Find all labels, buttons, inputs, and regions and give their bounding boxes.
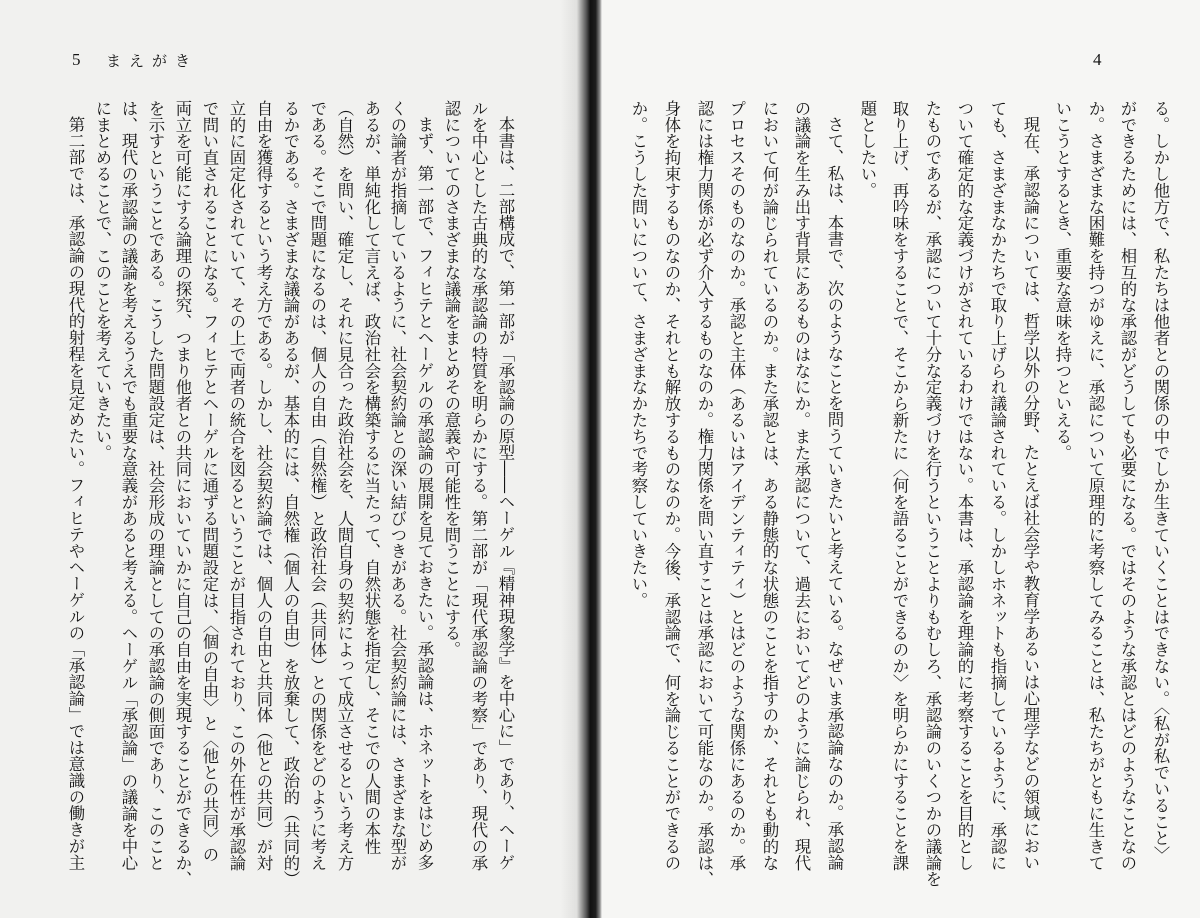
text-line: で問い直されることになる。フィヒテとヘーゲルに通ずる問題設定は、〈個の自由〉と〈他との共同〉の: [200, 100, 219, 863]
text-line: あるが、単純化して言えば、政治社会を構築するに当たって、自然状態を指定し、そこでの人間の本性: [362, 100, 381, 855]
text-line: か。こうした問いについて、さまざまなかたちで考察していきたい。: [629, 100, 648, 609]
text-line: プロセスそのものなのか。承認と主体（あるいはアイデンティティ）とはどのような関係にあるのか。承: [727, 100, 746, 871]
text-line: たものであるが、承認について十分な定義づけを行うということよりもむしろ、承認論のいくつかの議論を: [923, 100, 942, 888]
text-line: 第二部では、承認論の現代的射程を見定めたい。フィヒテやヘーゲルの「承認論」では意識の働きが主: [66, 116, 85, 871]
running-head: まえがき: [106, 52, 199, 70]
text-line: か。さまざまな困難を持つがゆえに、承認について原理的に考察してみることは、私たちがともに生きて: [1086, 100, 1105, 871]
text-line: 本書は、二部構成で、第一部が「承認論の原型――ヘーゲル『精神現象学』を中心に」であり、ヘーゲ: [496, 116, 515, 871]
text-line: 認についてのさまざまな議論をまとめその意義や可能性を問うことにする。: [442, 100, 461, 658]
page-number: 5: [72, 50, 81, 69]
text-line: 認には権力関係が必ず介入するものなのか。権力関係を問い直すことは承認において可能なのか。承認は、: [695, 100, 714, 888]
text-line: ついて確定的な定義づけがされているわけではない。本書は、承認論を理論的に考察することを目的とし: [955, 100, 974, 871]
left-page: [0, 0, 588, 918]
text-line: 立的に固定化されていて、その上で両者の統合を図るということが目指されており、この外在性が承認論: [227, 100, 246, 871]
right-page: [588, 0, 1200, 918]
text-line: いこうとするとき、重要な意味を持つといえる。: [1053, 100, 1072, 461]
text-line: 身体を拘束するものなのか、それとも解放するものなのか。今後、承認論で、何を論じることができるの: [662, 100, 681, 871]
text-line: 現在、承認論については、哲学以外の分野、たとえば社会学や教育学あるいは心理学などの領域におい: [1021, 116, 1040, 871]
text-line: さて、私は、本書で、次のようなことを問うていきたいと考えている。なぜいま承認論なのか。承認論: [825, 116, 844, 871]
text-line: 両立を可能にする論理の探究、つまり他者との共同においていかに自己の自由を実現することができるか、: [173, 100, 192, 888]
text-line: である。そこで問題になるのは、個人の自由（自然権）と政治社会（共同体）との関係をどのように考え: [308, 100, 327, 871]
page-number: 4: [1093, 50, 1102, 69]
text-line: る。しかし他方で、私たちは他者との関係の中でしか生きていくことはできない。〈私が私でいること〉: [1151, 100, 1170, 863]
text-line: るかである。さまざまな議論があるが、基本的には、自然権（個人の自由）を放棄して、政治的（共同的）: [281, 100, 300, 888]
text-line: の議論を生み出す背景にあるものはなにか。また承認について、過去においてどのように論じられ、現代: [792, 100, 811, 871]
text-line: は、現代の承認論の議論を考えるうえでも重要な意義があると考える。ヘーゲル「承認論」の議論を中心: [119, 100, 138, 871]
text-line: くの論者が指摘しているように、社会契約論との深い結びつきがある。社会契約論には、さまざまな型が: [388, 100, 407, 871]
text-line: （自然）を問い、確定し、それに見合った政治社会を、人間自身の契約によって成立させるという考え方: [335, 100, 354, 871]
text-line: 自由を獲得するという考え方である。しかし、社会契約論では、個人の自由と共同体（他との共同）が対: [254, 100, 273, 871]
text-line: にまとめることで、このことを考えていきたい。: [93, 100, 112, 461]
text-line: 取り上げ、再吟味をすることで、そこから新たに〈何を語ることができるのか〉を明らかにすることを課: [890, 100, 909, 871]
text-line: ルを中心とした古典的な承認論の特質を明らかにする。第二部が「現代承認論の考察」であり、現代の承: [469, 100, 488, 871]
book-gutter-shadow: [560, 0, 602, 918]
text-line: ができるためには、相互的な承認がどうしても必要になる。ではそのような承認とはどのようなことなの: [1118, 100, 1137, 871]
text-line: において何が論じられているのか。また承認とは、ある静態的な状態のことを指すのか、それとも動的な: [760, 100, 779, 871]
text-line: を示すということである。こうした問題設定は、社会形成の理論としての承認論の側面であり、このこと: [146, 100, 165, 871]
text-line: 題としたい。: [858, 100, 877, 199]
text-line: まず、第一部で、フィヒテとヘーゲルの承認論の展開を見ておきたい。承認論は、ホネットをはじめ多: [415, 116, 434, 871]
text-line: ても、さまざまなかたちで取り上げられ議論されている。しかしホネットも指摘しているように、承認に: [988, 100, 1007, 871]
